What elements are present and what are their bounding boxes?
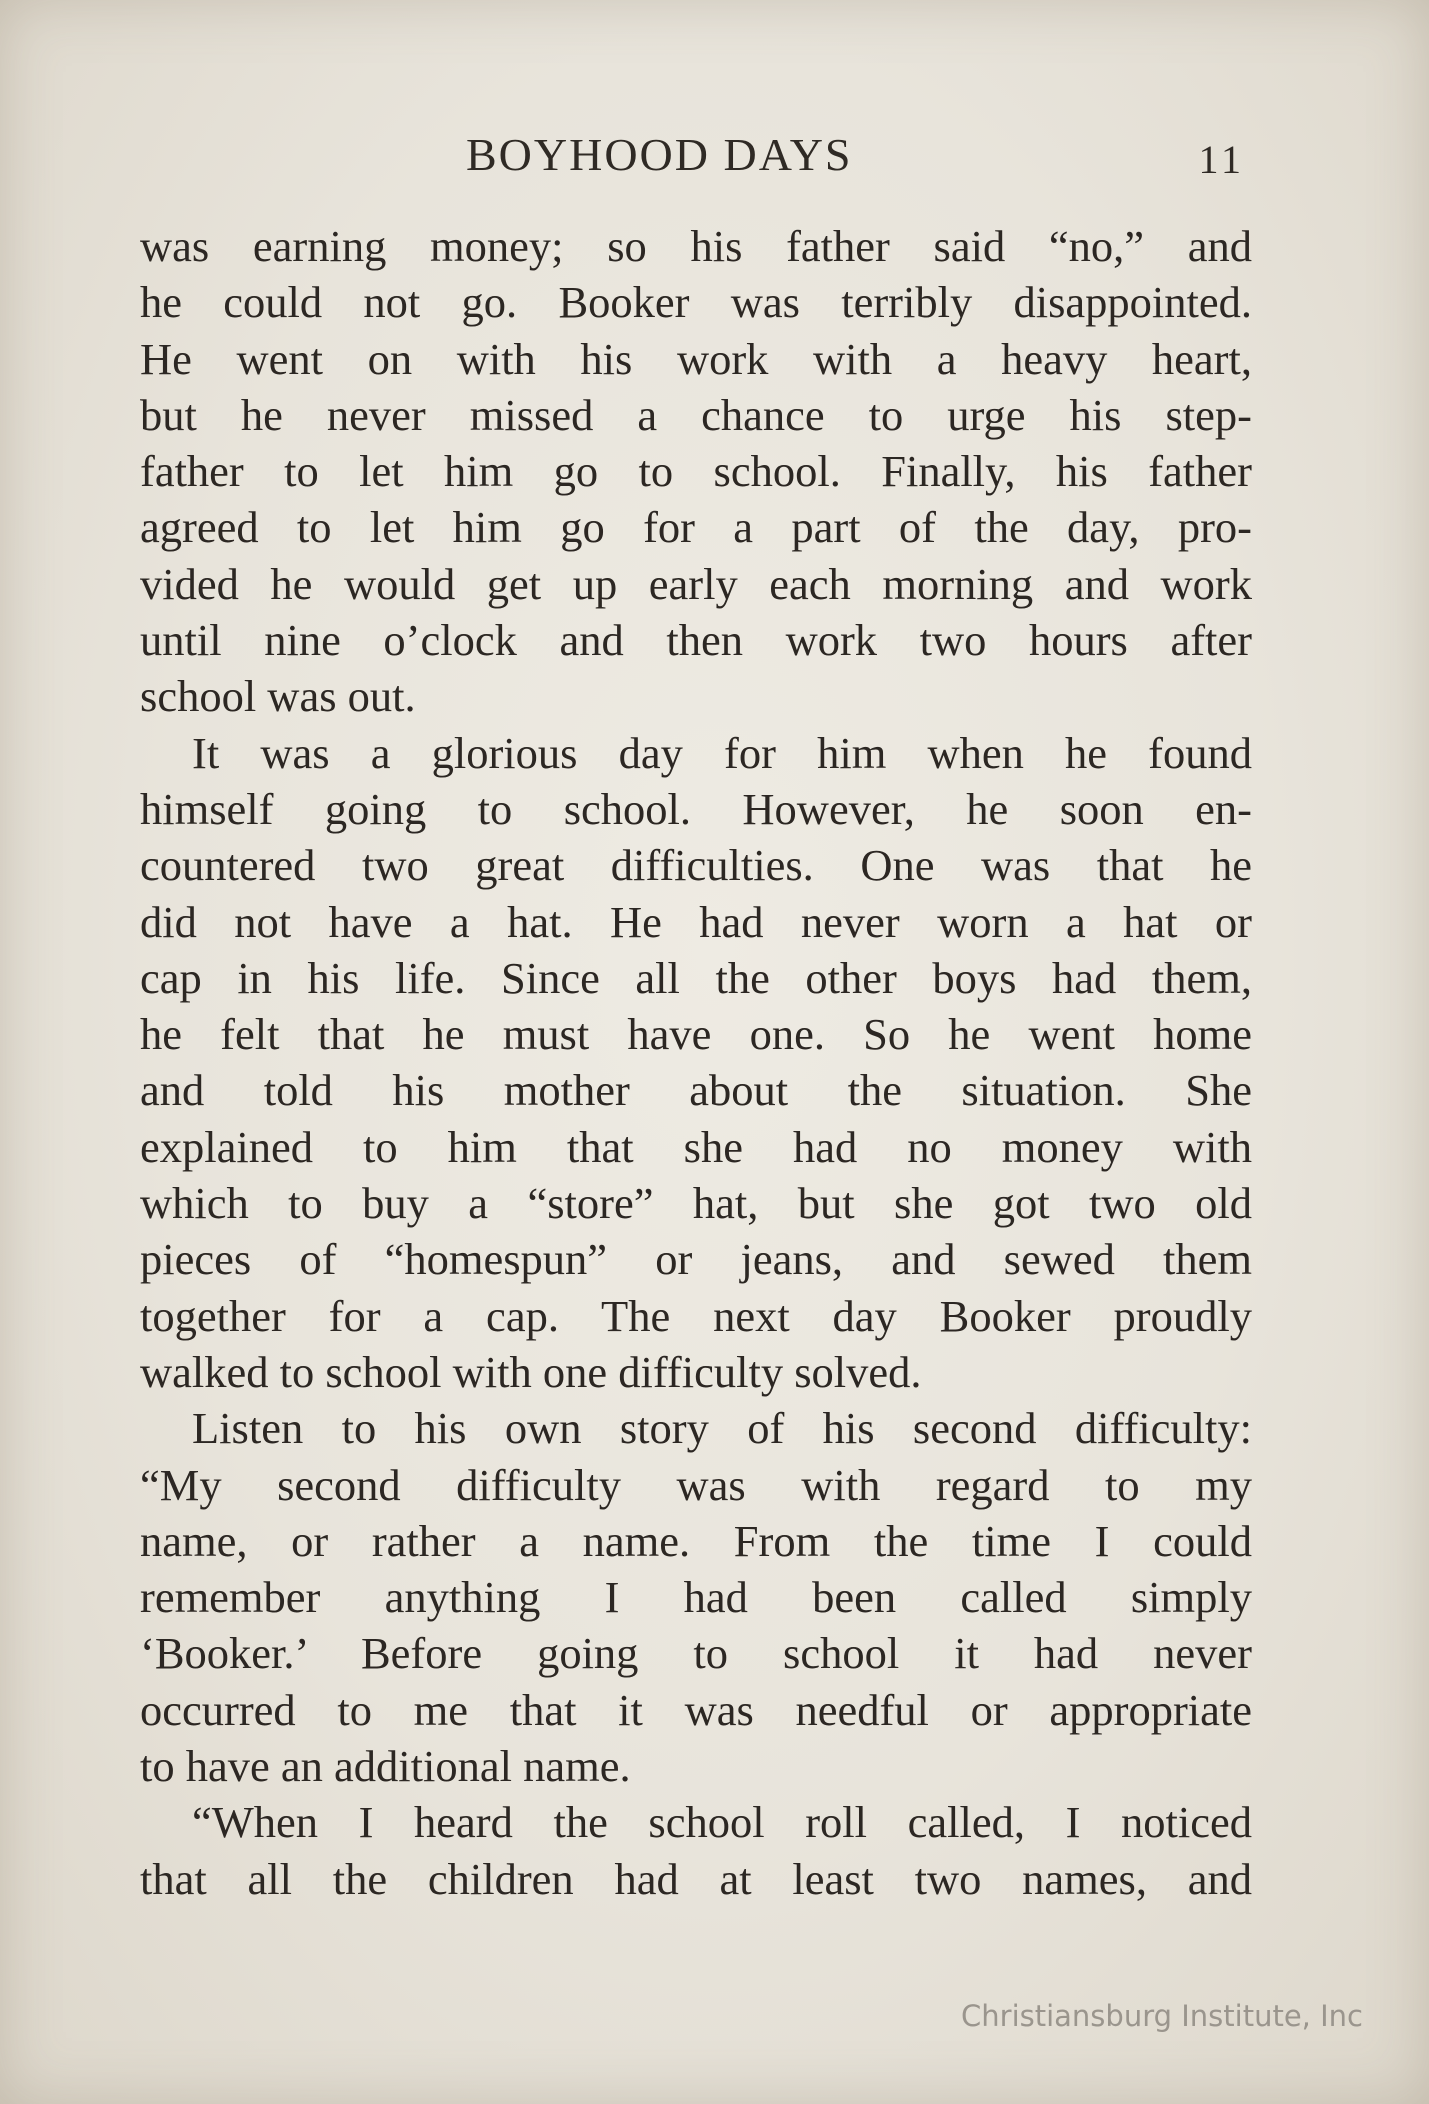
running-head bbox=[0, 128, 1429, 188]
text-line: that all the children had at least two names, and bbox=[140, 1853, 1252, 1904]
text-line: occurred to me that it was needful or appropriate bbox=[140, 1684, 1252, 1735]
paragraph bbox=[140, 725, 1252, 1401]
text-line: did not have a hat. He had never worn a hat or bbox=[140, 896, 1252, 947]
text-line: pieces of “homespun” or jeans, and sewed them bbox=[140, 1234, 1252, 1285]
text-line: father to let him go to school. Finally, his father bbox=[140, 446, 1252, 497]
text-line: remember anything I had been called simply bbox=[140, 1572, 1252, 1623]
text-line: vided he would get up early each morning and work bbox=[140, 558, 1252, 609]
paragraph bbox=[140, 1400, 1252, 1794]
text-line: to have an additional name. bbox=[140, 1741, 631, 1792]
text-line: “My second difficulty was with regard to my bbox=[140, 1459, 1252, 1510]
text-line: he felt that he must have one. So he went home bbox=[140, 1009, 1252, 1060]
paragraph bbox=[140, 1794, 1252, 1907]
text-line: “When I heard the school roll called, I noticed bbox=[192, 1797, 1252, 1848]
text-line: school was out. bbox=[140, 671, 416, 722]
text-line: He went on with his work with a heavy heart, bbox=[140, 333, 1252, 384]
text-line: cap in his life. Since all the other boys had them, bbox=[140, 952, 1252, 1003]
watermark-credit: Christiansburg Institute, Inc bbox=[961, 1999, 1363, 2033]
text-line: agreed to let him go for a part of the day, pro- bbox=[140, 502, 1252, 553]
text-line: himself going to school. However, he soon en- bbox=[140, 783, 1252, 834]
chapter-title: BOYHOOD DAYS bbox=[466, 129, 853, 180]
text-line: name, or rather a name. From the time I could bbox=[140, 1515, 1252, 1566]
body-text bbox=[140, 218, 1252, 1907]
page-number: 11 bbox=[1198, 137, 1245, 182]
text-line: until nine o’clock and then work two hours after bbox=[140, 615, 1252, 666]
text-line: together for a cap. The next day Booker proudly bbox=[140, 1290, 1252, 1341]
text-line: explained to him that she had no money with bbox=[140, 1121, 1252, 1172]
text-line: which to buy a “store” hat, but she got two old bbox=[140, 1178, 1252, 1229]
text-line: Listen to his own story of his second difficulty: bbox=[192, 1403, 1252, 1454]
text-line: ‘Booker.’ Before going to school it had never bbox=[140, 1628, 1252, 1679]
text-line: was earning money; so his father said “no,” and bbox=[140, 221, 1252, 271]
text-line: but he never missed a chance to urge his step- bbox=[140, 389, 1252, 440]
text-line: countered two great difficulties. One was that he bbox=[140, 840, 1252, 891]
text-line: walked to school with one difficulty solved. bbox=[140, 1346, 922, 1397]
paragraph bbox=[140, 218, 1252, 725]
text-line: he could not go. Booker was terribly disappointed. bbox=[140, 277, 1252, 328]
text-line: It was a glorious day for him when he found bbox=[192, 727, 1252, 778]
text-line: and told his mother about the situation. She bbox=[140, 1065, 1252, 1116]
